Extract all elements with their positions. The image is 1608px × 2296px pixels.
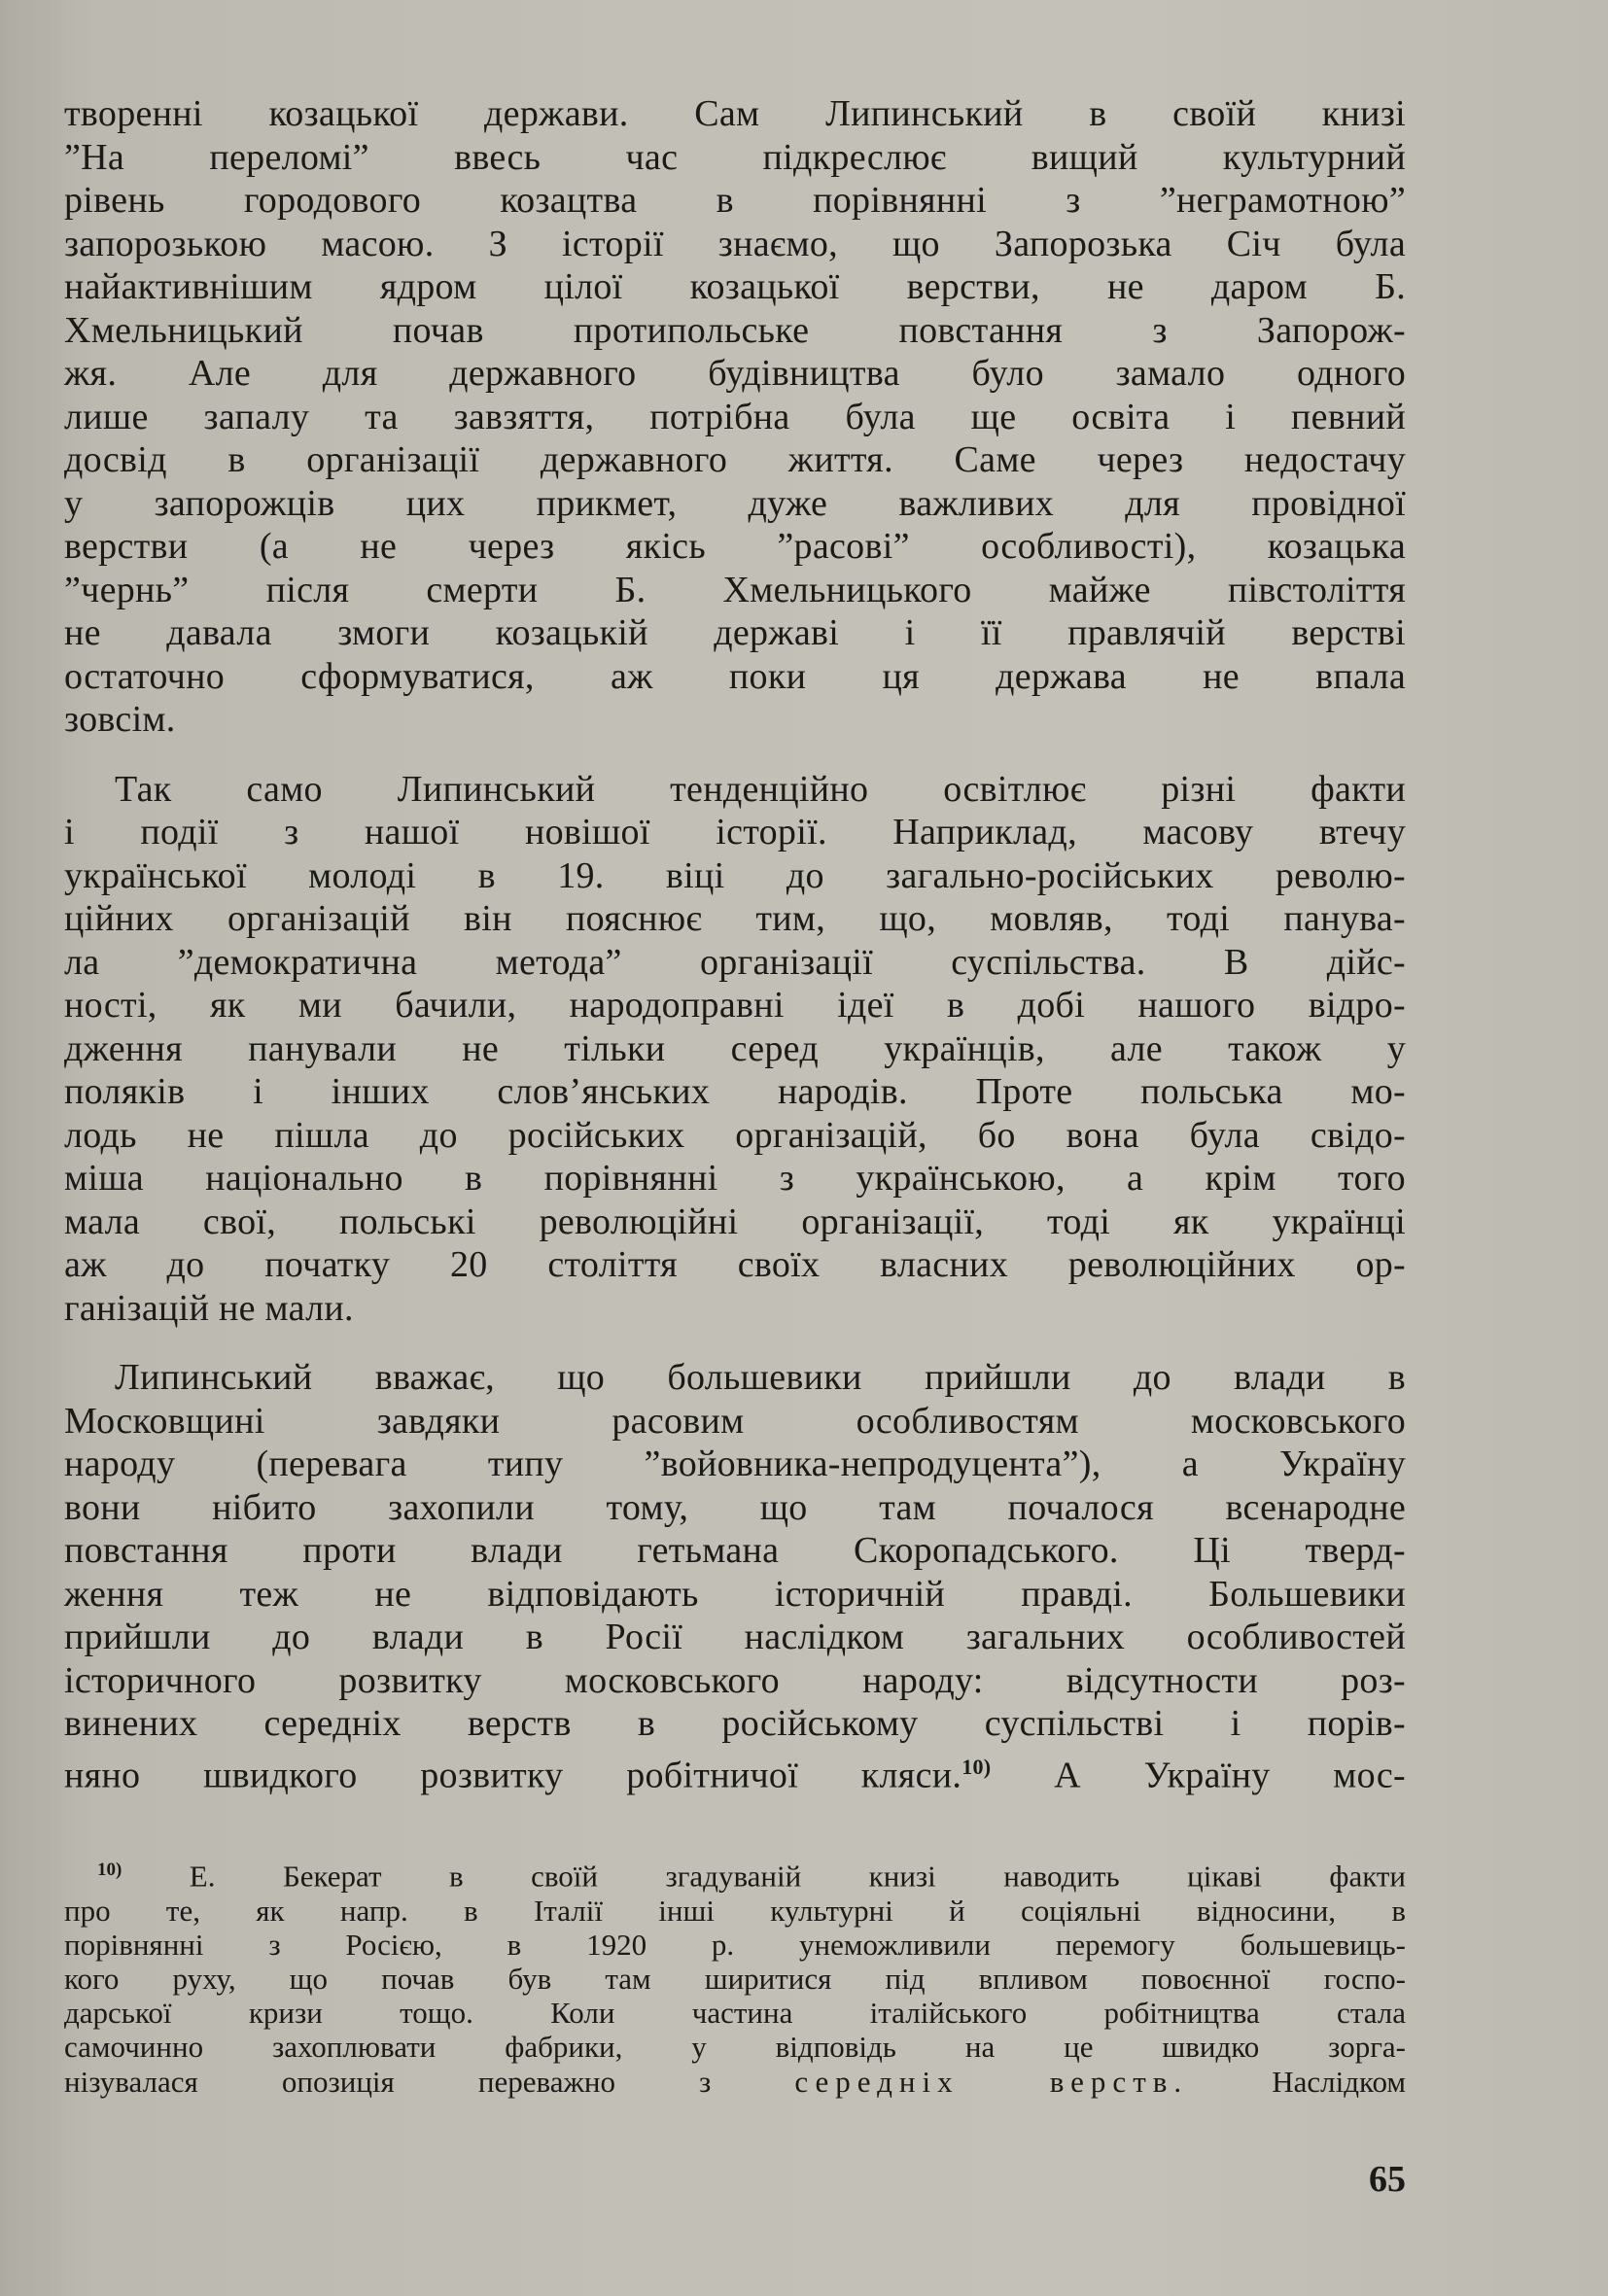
footnote-reference: 10) — [961, 1754, 992, 1779]
page-number: 65 — [1369, 2159, 1406, 2200]
text-line: зовсім. — [64, 699, 176, 740]
footnote-line: дарської кризи тощо. Коли частина італійського робітництва стала — [64, 1996, 1406, 2031]
footnote-line: кого руху, що почав був там ширитися під впливом повоєнної госпо- — [64, 1961, 1406, 1996]
text-line: винених середніх верств в російському суспільстві і порів- — [64, 1703, 1406, 1744]
text-line: української молоді в 19. віці до загально-російських револю- — [64, 854, 1406, 896]
text-line: історичного розвитку московського народу: відсутности роз- — [64, 1659, 1406, 1701]
text-line: запорозькою масою. З історії знаємо, що Запорозька Січ була — [64, 223, 1406, 264]
footnote — [64, 1853, 1406, 2099]
text-line: аж до початку 20 століття своїх власних революційних ор- — [64, 1244, 1406, 1285]
footnote-line — [64, 1853, 1406, 1894]
footnote-line: про те, як напр. в Італії інші культурні й соціяльні відносини, в — [64, 1893, 1406, 1928]
text-segment: няно швидкого розвитку робітничої кляси. — [64, 1755, 962, 1796]
footnote-line — [64, 2065, 1406, 2099]
text-segment: А Україну мос- — [1054, 1755, 1406, 1796]
text-line: найактивнішим ядром цілої козацької верстви, не даром Б. — [64, 266, 1406, 307]
text-line: творенні козацької держави. Сам Липинський в своїй книзі — [64, 93, 1406, 134]
paragraph-1 — [64, 92, 1406, 742]
text-line: повстання проти влади гетьмана Скоропадського. Ці тверд- — [64, 1530, 1406, 1571]
footnote-marker: 10) — [97, 1860, 122, 1880]
footnote-text: Наслідком — [1272, 2064, 1407, 2099]
text-line: вони нібито захопили тому, що там почалося всенародне — [64, 1486, 1406, 1528]
text-line: ла ”демократична метода” організації суспільства. В дійс- — [64, 941, 1406, 983]
footnote-text: Е. Бекерат в своїй згадуваній книзі наводить цікаві факти — [189, 1859, 1407, 1894]
text-line: і події з нашої новішої історії. Наприклад, масову втечу — [64, 812, 1406, 852]
text-line: прийшли до влади в Росії наслідком загальних особливостей — [64, 1617, 1406, 1657]
text-line: Липинський вважає, що большевики прийшли до влади в — [115, 1357, 1406, 1398]
text-line: Хмельницький почав протипольське повстання з Запорож- — [64, 309, 1406, 351]
text-line: досвід в організації державного життя. Саме через недостачу — [64, 439, 1406, 480]
text-line: Московщині завдяки расовим особливостям московського — [64, 1400, 1406, 1442]
footnote-emphasis: середніх верств. — [794, 2064, 1189, 2099]
text-line: жя. Але для державного будівництва було замало одного — [64, 353, 1406, 394]
text-line: дження панували не тільки серед українців, але також у — [64, 1027, 1406, 1069]
text-line: ційних організацій він пояснює тим, що, мовляв, тоді панува- — [64, 898, 1406, 939]
paragraph-2 — [64, 768, 1406, 1331]
text-line: поляків і інших слов’янських народів. Проте польська мо- — [64, 1071, 1406, 1112]
text-line: лише запалу та завзяття, потрібна була ще освіта і певний — [64, 396, 1406, 437]
text-line: ганізацій не мали. — [64, 1287, 354, 1329]
footnote-line: порівнянні з Росією, в 1920 р. унеможливили перемогу большевиць- — [64, 1927, 1406, 1962]
text-line: не давала змоги козацькій державі і її правлячій верстві — [64, 612, 1406, 653]
text-line — [64, 1746, 1406, 1797]
text-line: рівень городового козацтва в порівнянні з ”неграмотною” — [64, 180, 1406, 221]
text-line: Так само Липинський тенденційно освітлює різні факти — [115, 768, 1406, 810]
text-line: ”На переломі” ввесь час підкреслює вищий культурний — [64, 136, 1406, 178]
text-line: народу (перевага типу ”войовника-непродуцента”), а Україну — [64, 1444, 1406, 1484]
text-line: ності, як ми бачили, народоправні ідеї в добі нашого відро- — [64, 985, 1406, 1026]
text-line: у запорожців цих прикмет, дуже важливих для провідної — [64, 482, 1406, 524]
footnote-line: самочинно захоплювати фабрики, у відповідь на це швидко зорга- — [64, 2030, 1406, 2065]
text-line: остаточно сформуватися, аж поки ця держава не впала — [64, 655, 1406, 697]
text-line: верстви (а не через якісь ”расові” особливості), козацька — [64, 526, 1406, 567]
body-text — [64, 92, 1406, 1797]
footnote-text: нізувалася опозиція переважно з — [64, 2064, 712, 2099]
paragraph-3 — [64, 1356, 1406, 1797]
text-line: міша національно в порівнянні з українською, а крім того — [64, 1158, 1406, 1199]
text-line: ”чернь” після смерти Б. Хмельницького майже півстоліття — [64, 569, 1406, 610]
text-line: мала свої, польські революційні організації, тоді як українці — [64, 1200, 1406, 1242]
text-line: лодь не пішла до російських організацій, бо вона була свідо- — [64, 1114, 1406, 1156]
text-line: ження теж не відповідають історичній правді. Большевики — [64, 1573, 1406, 1615]
